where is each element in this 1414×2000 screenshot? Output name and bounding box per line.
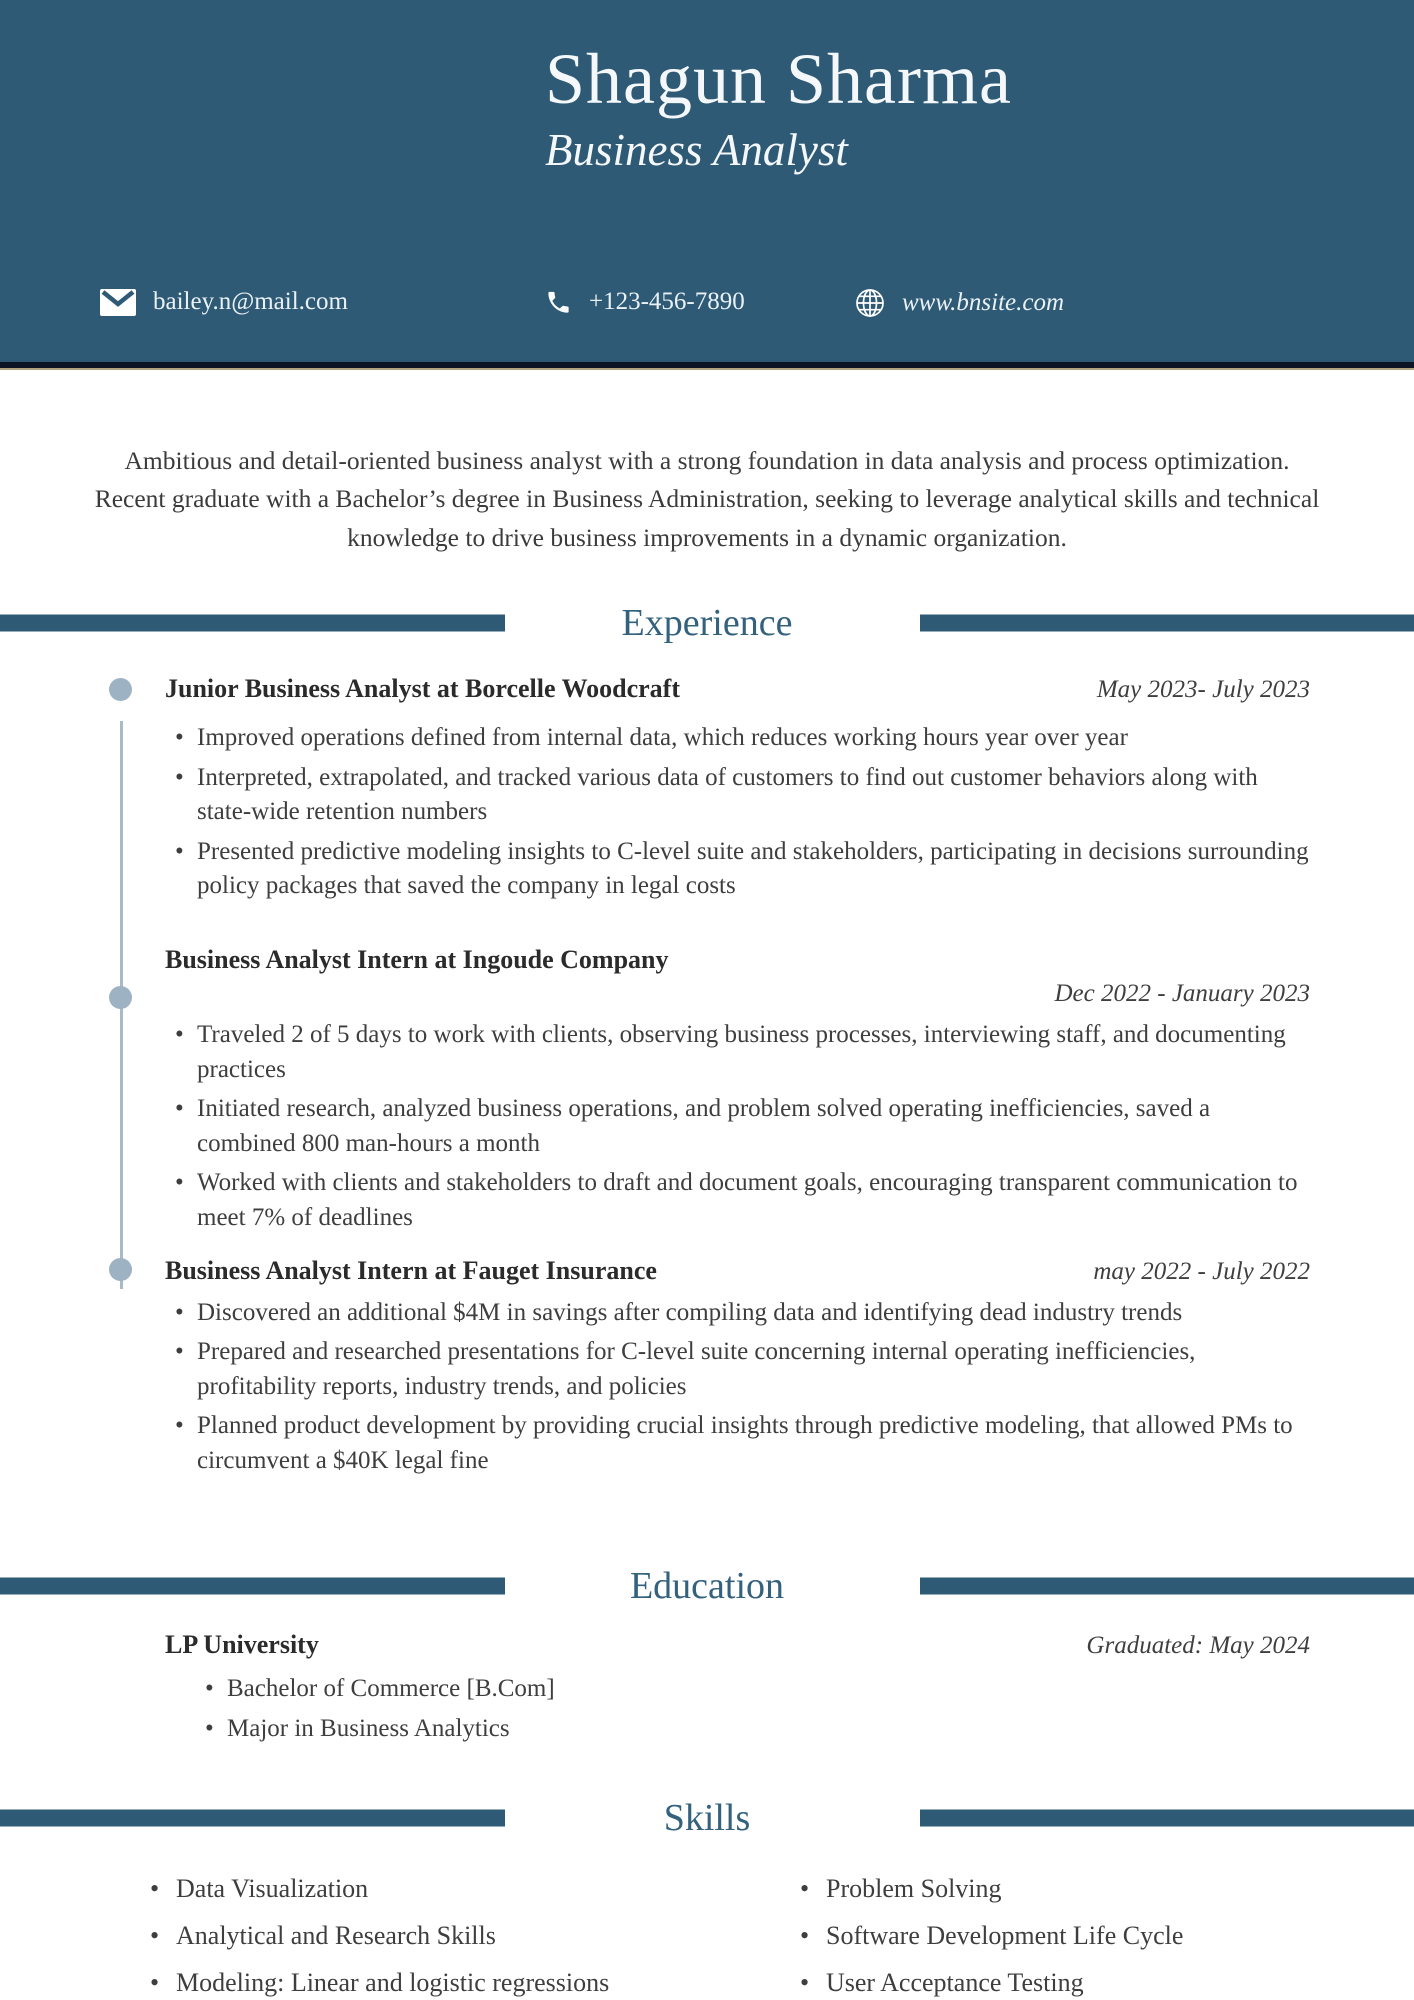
job-bullet: • Planned product development by providing crucial insights through predictive modeling, that allowed PMs to circumvent a $40K legal fine xyxy=(165,1409,1310,1478)
experience-heading: Experience xyxy=(621,601,793,644)
contact-phone[interactable] xyxy=(545,288,745,316)
skills-list-right xyxy=(790,1872,1414,2000)
job-title: Business Analyst Intern at Fauget Insurance xyxy=(165,1256,657,1286)
job-bullet: • Prepared and researched presentations for C-level suite concerning internal operating inefficiencies, profitability reports, industry trends, and policies xyxy=(165,1335,1310,1404)
envelope-icon xyxy=(100,289,136,316)
skill-item: • Problem Solving xyxy=(790,1872,1414,1906)
education-heading: Education xyxy=(629,1565,785,1608)
job-entry-borcelle xyxy=(165,673,1310,904)
experience-section xyxy=(0,673,1414,1479)
email-text: bailey.n@mail.com xyxy=(153,288,348,315)
skill-item: • Analytical and Research Skills xyxy=(140,1919,790,1953)
skill-item: • Software Development Life Cycle xyxy=(790,1919,1414,1953)
globe-icon xyxy=(855,288,885,318)
name-block xyxy=(545,39,1012,175)
job-date: may 2022 - July 2022 xyxy=(1093,1258,1310,1286)
contact-row xyxy=(0,288,1414,334)
contact-website[interactable] xyxy=(855,288,1064,318)
job-bullet: • Presented predictive modeling insights to C-level suite and stakeholders, participating in decisions surrounding policy packages that saved the company in legal costs xyxy=(165,835,1310,904)
person-name: Shagun Sharma xyxy=(545,39,1012,119)
heading-bar-left xyxy=(0,1810,505,1827)
job-date: Dec 2022 - January 2023 xyxy=(1054,980,1310,1008)
education-heading-row xyxy=(0,1566,1414,1606)
summary-paragraph: Ambitious and detail-oriented business analyst with a strong foundation in data analysis and process optimization. Recent graduate with a Bachelor’s degree in Business Administration, seeking to leverage analytical skills and technical knowledge to drive business improvements in a dynamic organization. xyxy=(94,446,1320,552)
skills-heading: Skills xyxy=(663,1797,751,1840)
skill-item: • Modeling: Linear and logistic regressions xyxy=(140,1966,790,2000)
job-title: Business Analyst Intern at Ingoude Company xyxy=(165,944,669,974)
skills-list-left xyxy=(140,1872,790,2000)
heading-bar-left xyxy=(0,614,505,631)
job-bullet-list xyxy=(165,1296,1310,1479)
skill-item: • User Acceptance Testing xyxy=(790,1966,1414,2000)
school-name: LP University xyxy=(165,1630,319,1660)
phone-text: +123-456-7890 xyxy=(589,288,745,315)
phone-icon xyxy=(545,289,572,316)
job-bullet: • Worked with clients and stakeholders to draft and document goals, encouraging transparent communication to meet 7% of deadlines xyxy=(165,1166,1310,1235)
skill-item: • Data Visualization xyxy=(140,1872,790,1906)
education-bullet: • Bachelor of Commerce [B.Com] xyxy=(195,1672,1310,1707)
heading-bar-right xyxy=(920,1578,1414,1595)
heading-bar-right xyxy=(920,614,1414,631)
job-bullet: • Interpreted, extrapolated, and tracked various data of customers to find out customer behaviors along with state-wide retention numbers xyxy=(165,761,1310,830)
skills-section xyxy=(0,1872,1414,2000)
header-divider-tan xyxy=(0,368,1414,370)
education-bullet-list xyxy=(165,1672,1310,1746)
heading-bar-right xyxy=(920,1810,1414,1827)
timeline-dot xyxy=(109,986,132,1009)
job-bullet: • Initiated research, analyzed business operations, and problem solved operating inefficiencies, saved a combined 800 man-hours a month xyxy=(165,1092,1310,1161)
job-bullet: • Traveled 2 of 5 days to work with clients, observing business processes, interviewing staff, and documenting practices xyxy=(165,1018,1310,1087)
job-title: Junior Business Analyst at Borcelle Woodcraft xyxy=(165,673,680,703)
timeline-dot xyxy=(109,1258,132,1281)
experience-heading-row xyxy=(0,603,1414,643)
job-date: May 2023- July 2023 xyxy=(1096,675,1310,703)
job-entry-ingoude xyxy=(165,944,1310,1236)
timeline-dot xyxy=(109,678,132,701)
contact-email[interactable] xyxy=(100,288,348,316)
job-bullet-list xyxy=(165,721,1310,904)
education-section xyxy=(0,1630,1414,1746)
education-bullet: • Major in Business Analytics xyxy=(195,1712,1310,1747)
heading-bar-left xyxy=(0,1578,505,1595)
skills-heading-row xyxy=(0,1798,1414,1838)
person-title: Business Analyst xyxy=(545,124,848,175)
website-text: www.bnsite.com xyxy=(902,289,1065,316)
job-bullet-list xyxy=(165,1018,1310,1235)
graduation-date: Graduated: May 2024 xyxy=(1086,1632,1310,1660)
job-bullet: • Discovered an additional $4M in savings after compiling data and identifying dead industry trends xyxy=(165,1296,1310,1331)
job-entry-fauget xyxy=(165,1255,1310,1478)
header xyxy=(0,0,1414,362)
job-bullet: • Improved operations defined from internal data, which reduces working hours year over year xyxy=(165,721,1310,756)
